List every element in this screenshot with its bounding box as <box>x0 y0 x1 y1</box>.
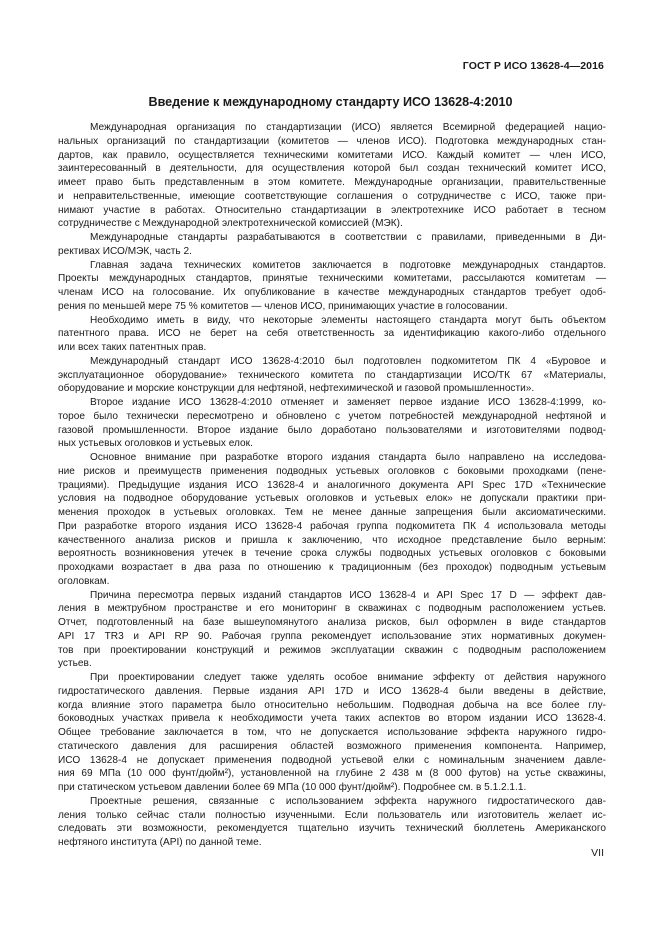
paragraph <box>58 355 606 396</box>
text-line: вероятность возникновения утечек в течение срока службы подводных устьевых оголовков с боковыми <box>58 548 606 560</box>
text-line: имеет право быть представленным в этом комитете. Международные организации, правительственные <box>58 177 606 188</box>
text-line: статического давления для расширения областей возможного применения компонента. Например, <box>58 740 606 752</box>
text-line: нефтяного института (API) по данной теме. <box>58 837 262 848</box>
text-line: Причина пересмотра первых изданий стандартов ИСО 13628-4 и API Spec 17 D — эффект дав- <box>90 589 606 601</box>
page-number: VII <box>591 847 604 859</box>
text-line: ния 69 МПа (10 000 фунт/дюйм²), установленной на глубине 2 438 м (8 000 футов) на устье скважины, <box>58 768 606 780</box>
paragraph <box>58 451 606 589</box>
text-line: заинтересованный в деятельности, для осуществления которой был создан технический комитет ИСО, <box>58 163 606 175</box>
text-line: рения по меньшей мере 75 % комитетов — членов ИСО, принимающих участие в голосовании. <box>58 300 508 312</box>
text-line: патентного права. ИСО не берет на себя ответственность за идентификацию какого-либо отдельного <box>58 328 606 340</box>
text-line: сотрудничестве с Международной электротехнической комиссией (МЭК). <box>58 218 403 230</box>
text-line: Проекты международных стандартов, принятые техническими комитетами, рассылаются комитетам — <box>58 273 606 285</box>
text-line: менения проходок в устьевых оголовках. Тем не менее данные запрещения были аксиоматическими. <box>58 507 606 518</box>
text-line: проходками возрастает в два раза по отношению к традиционным (без проходок) подводным устьевым <box>58 562 606 573</box>
text-line: Основное внимание при разработке второго издания стандарта было направлено на исследова- <box>90 452 606 463</box>
text-line: или всех таких патентных прав. <box>58 342 207 353</box>
text-line: Проектные решения, связанные с использованием эффекта наружного гидростатического дав- <box>90 795 606 807</box>
paragraph <box>58 231 606 259</box>
text-line: дартов, как правило, осуществляется техническими комитетами ИСО. Каждый комитет — член ИСО, <box>58 149 606 161</box>
paragraph <box>58 314 606 355</box>
text-line: Международные стандарты разрабатываются в соответствии с правилами, приведенными в Ди- <box>90 232 606 243</box>
text-line: когда влияние этого параметра было относительно небольшим. Подводная добыча на все более глу- <box>58 699 606 711</box>
text-line: следовать эти возможности, рекомендуется тщательно изучить технический бюллетень Американского <box>58 823 606 835</box>
text-line: газовой промышленности. Второе издание было доработано пользователями и изготовителями подвод- <box>58 424 606 436</box>
paragraph <box>58 259 606 314</box>
text-line: При разработке второго издания ИСО 13628-4 рабочая группа подкомитета ПК 4 использовала методы <box>58 520 606 532</box>
text-line: устьев. <box>58 658 92 670</box>
text-line: при статическом устьевом давлении более 69 МПа (10 000 фунт/дюйм²). Подробнее см. в 5.1.2.1.1. <box>58 782 527 793</box>
text-line: ления в межтрубном пространстве и его мониторинг в скважинах с подводным расположением устьев. <box>58 603 606 615</box>
text-line: тов при проектировании конструкций и режимов эксплуатации скважин с подводным расположением <box>58 644 606 656</box>
text-line: нимают участие в работах. Относительно стандартизации в электротехнике ИСО работает в тесном <box>58 204 606 216</box>
text-line: ИСО 13628-4 не допускает применения подводной устьевой елки с номинальным значением давле- <box>58 754 606 766</box>
paragraph <box>58 671 606 795</box>
text-line: оборудование и морские конструкции для нефтяной, нефтехимической и газовой промышленности». <box>58 383 535 395</box>
text-line: ления только сейчас стали полностью изученными. Если пользователь или изготовитель желает ис- <box>58 809 606 821</box>
text-line: качественного анализа рисков и пришла к заключению, что исходное представление было верным: <box>58 534 606 546</box>
text-line: условия на подводное оборудование устьевых оголовков и устьевых елок» не допускали практики при- <box>58 493 606 505</box>
text-line: оголовкам. <box>58 575 110 587</box>
text-line: Второе издание ИСО 13628-4:2010 отменяет и заменяет первое издание ИСО 13628-4:1999, ко- <box>90 397 606 408</box>
text-line: Главная задача технических комитетов заключается в подготовке международных стандартов. <box>90 259 606 271</box>
text-line: эксплуатационное оборудование» технического комитета по стандартизации ИСО/ТК 67 «Материалы, <box>58 369 606 381</box>
text-line: рективах ИСО/МЭК, часть 2. <box>58 245 192 257</box>
text-line: гидростатического давления. Первые издания API 17D и ИСО 13628-4 были введены в действие, <box>58 685 606 697</box>
text-line: Международный стандарт ИСО 13628-4:2010 был подготовлен подкомитетом ПК 4 «Буровое и <box>90 355 606 367</box>
paragraph <box>58 396 606 451</box>
text-line: боководных участках привела к необходимости учета таких аспектов во втором издании ИСО 13628-4. <box>58 713 606 725</box>
paragraph <box>58 795 606 850</box>
text-line: трациями). Предыдущие издания ИСО 13628-4 и аналогичного документа API Spec 17D «Технические <box>58 479 606 491</box>
paragraph <box>58 121 606 231</box>
text-line: API 17 TR3 и API RP 90. Рабочая группа рекомендует использование этих нормативных докумен- <box>58 630 606 642</box>
text-line: и неправительственные, имеющие соответствующие соглашения о сотрудничестве с ИСО, также при- <box>58 190 606 202</box>
text-line: членам ИСО на голосование. Их опубликование в качестве международных стандартов требует одоб- <box>58 287 606 298</box>
body-text <box>58 121 606 850</box>
text-line: Общее требование заключается в том, что не допускается использование эффекта наружного гидро- <box>58 727 606 738</box>
text-line: При проектировании следует также уделять особое внимание эффекту от действия наружного <box>90 672 606 683</box>
section-title: Введение к международному стандарту ИСО 13628-4:2010 <box>148 95 513 109</box>
text-line: Необходимо иметь в виду, что некоторые элементы настоящего стандарта могут быть объектом <box>90 314 606 326</box>
text-line: ных устьевых оголовков и устьевых елок. <box>58 438 253 450</box>
text-line: нальных организаций по стандартизации (комитетов — членов ИСО). Подготовка международных стан- <box>58 135 606 147</box>
text-line: Международная организация по стандартизации (ИСО) является Всемирной федерацией нацио- <box>90 122 606 133</box>
text-line: торое было технически пересмотрено и обновлено с учетом потребностей международной нефтяной и <box>58 410 606 422</box>
text-line: ние рисков и преимуществ применения подводных устьевых оголовков с боковыми проходками (пене- <box>58 465 606 477</box>
standard-designation: ГОСТ Р ИСО 13628-4—2016 <box>462 60 604 72</box>
text-line: Отчет, подготовленный на базе вышеупомянутого анализа рисков, был оформлен в виде стандартов <box>58 617 606 628</box>
paragraph <box>58 589 606 672</box>
